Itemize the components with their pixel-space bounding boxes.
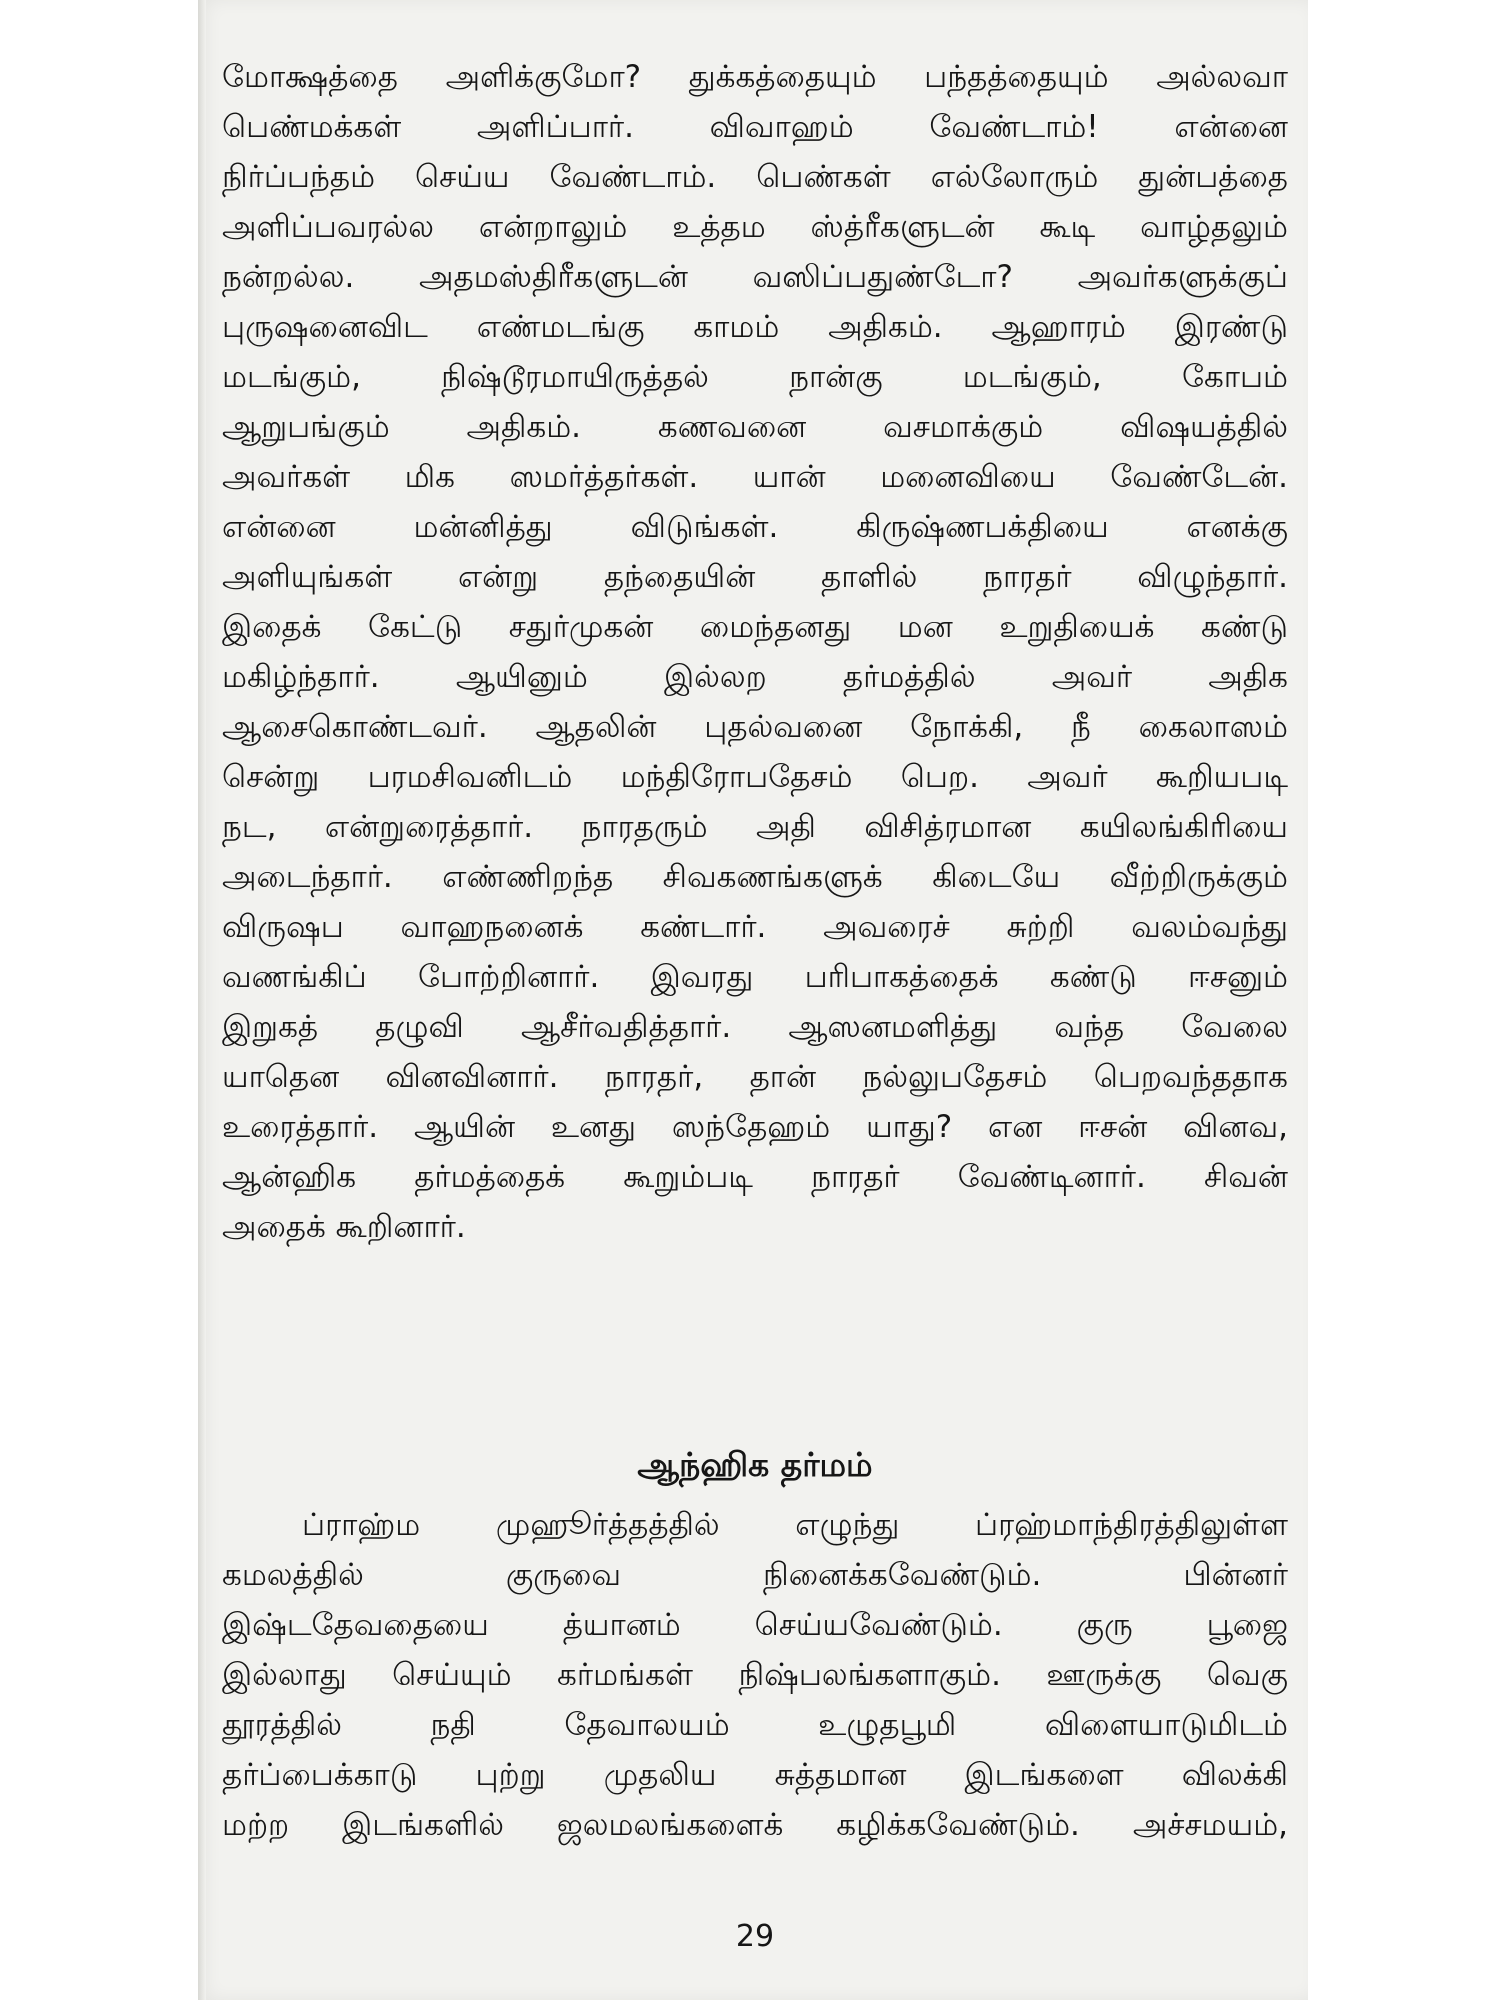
text-line: கமலத்தில் குருவை நினைக்கவேண்டும். பின்னர் xyxy=(222,1557,1288,1593)
page-binding-edge xyxy=(198,0,206,2000)
text-line: ஆசைகொண்டவர். ஆதலின் புதல்வனை நோக்கி, நீ கைலாஸம் xyxy=(222,709,1288,745)
text-line: மடங்கும், நிஷ்டூரமாயிருத்தல் நான்கு மடங்கும், கோபம் xyxy=(222,359,1288,395)
text-line: நன்றல்ல. அதமஸ்திரீகளுடன் வஸிப்பதுண்டோ? அவர்களுக்குப் xyxy=(222,259,1288,295)
text-line: புருஷனைவிட எண்மடங்கு காமம் அதிகம். ஆஹாரம் இரண்டு xyxy=(222,309,1288,345)
text-line: அளிப்பவரல்ல என்றாலும் உத்தம ஸ்த்ரீகளுடன் கூடி வாழ்தலும் xyxy=(222,209,1288,245)
text-line: மற்ற இடங்களில் ஜலமலங்களைக் கழிக்கவேண்டும். அச்சமயம், xyxy=(222,1807,1288,1843)
text-line: ஆறுபங்கும் அதிகம். கணவனை வசமாக்கும் விஷயத்தில் xyxy=(222,409,1288,445)
text-line: இறுகத் தழுவி ஆசீர்வதித்தார். ஆஸனமளித்து வந்த வேலை xyxy=(222,1009,1288,1045)
text-line: அடைந்தார். எண்ணிறந்த சிவகணங்களுக் கிடையே வீற்றிருக்கும் xyxy=(222,859,1288,895)
text-line: இதைக் கேட்டு சதுர்முகன் மைந்தனது மன உறுதியைக் கண்டு xyxy=(222,609,1288,645)
text-line: அளியுங்கள் என்று தந்தையின் தாளில் நாரதர் விழுந்தார். xyxy=(222,559,1288,595)
section-heading: ஆந்ஹிக தர்மம் xyxy=(637,1445,873,1484)
text-line: அவர்கள் மிக ஸமர்த்தர்கள். யான் மனைவியை வேண்டேன். xyxy=(222,459,1288,495)
text-line: இஷ்டதேவதையை த்யானம் செய்யவேண்டும். குரு பூஜை xyxy=(222,1607,1288,1643)
page-number: 29 xyxy=(735,1919,775,1954)
text-line: உரைத்தார். ஆயின் உனது ஸந்தேஹம் யாது? என ஈசன் வினவ, xyxy=(222,1109,1288,1145)
text-line: வணங்கிப் போற்றினார். இவரது பரிபாகத்தைக் கண்டு ஈசனும் xyxy=(222,959,1288,995)
text-line: நட, என்றுரைத்தார். நாரதரும் அதி விசித்ரமான கயிலங்கிரியை xyxy=(222,809,1288,845)
text-line: தர்ப்பைக்காடு புற்று முதலிய சுத்தமான இடங்களை விலக்கி xyxy=(222,1757,1288,1793)
text-line: ஆன்ஹிக தர்மத்தைக் கூறும்படி நாரதர் வேண்டினார். சிவன் xyxy=(222,1159,1288,1195)
text-line: மகிழ்ந்தார். ஆயினும் இல்லற தர்மத்தில் அவர் அதிக xyxy=(222,659,1288,695)
text-line: சென்று பரமசிவனிடம் மந்திரோபதேசம் பெற. அவர் கூறியபடி xyxy=(222,759,1288,795)
text-line: பெண்மக்கள் அளிப்பார். விவாஹம் வேண்டாம்! என்னை xyxy=(222,109,1288,145)
text-line: என்னை மன்னித்து விடுங்கள். கிருஷ்ணபக்தியை எனக்கு xyxy=(222,509,1288,545)
text-line: யாதென வினவினார். நாரதர், தான் நல்லுபதேசம் பெறவந்ததாக xyxy=(222,1059,1288,1095)
text-line: நிர்ப்பந்தம் செய்ய வேண்டாம். பெண்கள் எல்லோரும் துன்பத்தை xyxy=(222,159,1288,195)
text-line: அதைக் கூறினார். xyxy=(222,1209,466,1245)
text-line: மோக்ஷத்தை அளிக்குமோ? துக்கத்தையும் பந்தத்தையும் அல்லவா xyxy=(222,59,1288,95)
text-line: தூரத்தில் நதி தேவாலயம் உழுதபூமி விளையாடுமிடம் xyxy=(222,1707,1288,1743)
text-line: ப்ராஹ்ம முஹூர்த்தத்தில் எழுந்து ப்ரஹ்மாந்திரத்திலுள்ள xyxy=(302,1507,1288,1543)
text-line: விருஷப வாஹநனைக் கண்டார். அவரைச் சுற்றி வலம்வந்து xyxy=(222,909,1288,945)
text-line: இல்லாது செய்யும் கர்மங்கள் நிஷ்பலங்களாகும். ஊருக்கு வெகு xyxy=(222,1657,1288,1693)
